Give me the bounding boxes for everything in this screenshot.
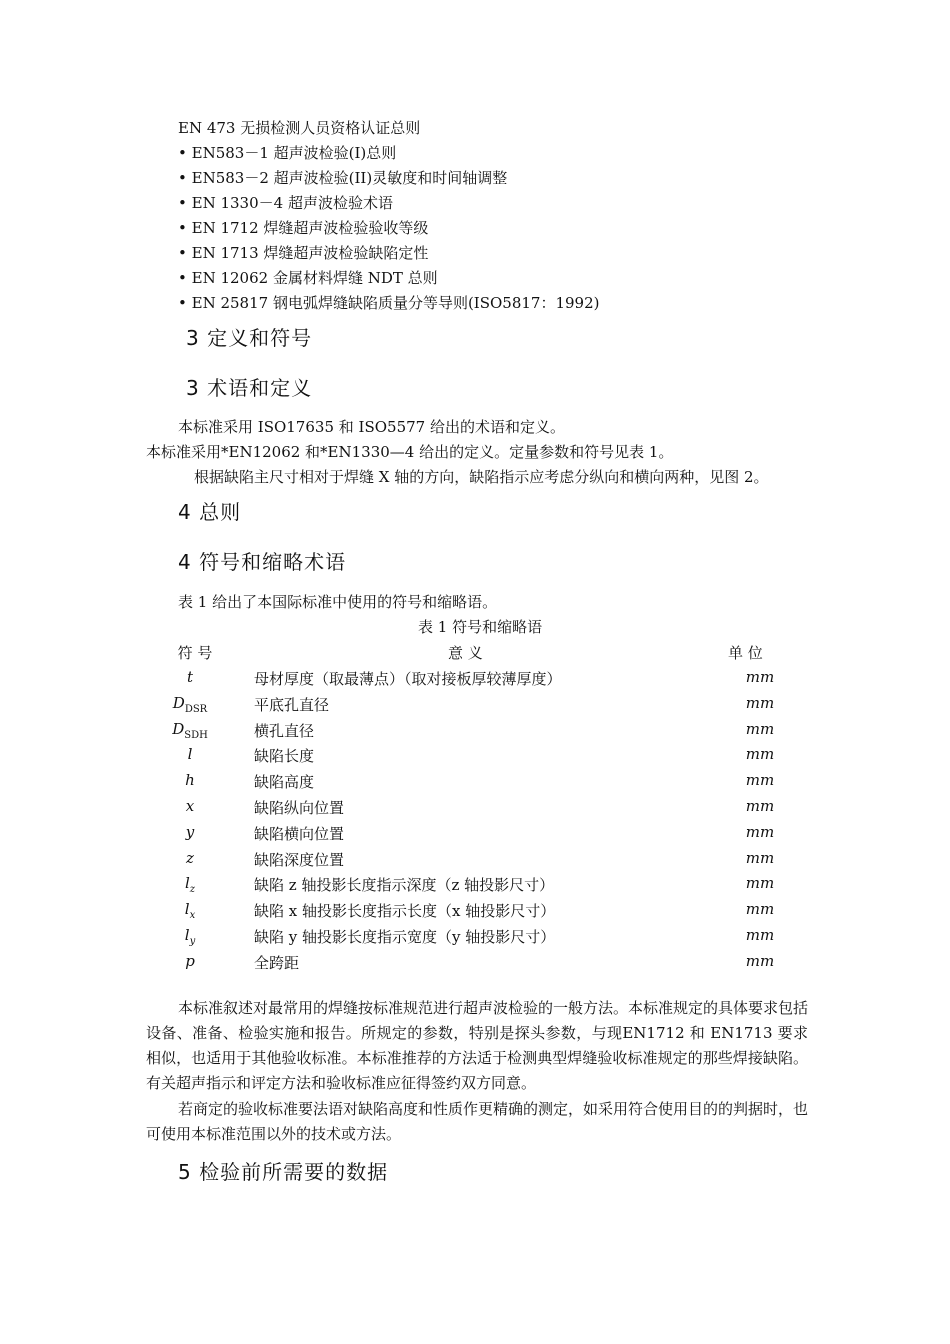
ref-item: • EN 1330－4 超声波检验术语 [178,194,393,212]
table-intro: 表 1 给出了本国际标准中使用的符号和缩略语。 [178,593,498,611]
table-cell-symbol: y [185,823,195,841]
table-header-meaning: 意 义 [448,644,483,662]
table-header-unit: 单 位 [728,644,763,662]
table-cell-symbol: $l_z$ [184,874,196,895]
section-heading: 4 符号和缩略术语 [178,550,347,574]
table-cell-meaning: 缺陷 x 轴投影长度指示长度（x 轴投影尺寸） [254,902,556,920]
table-cell-unit: mm [745,668,775,686]
table-cell-unit: mm [745,926,775,944]
table-cell-meaning: 横孔直径 [254,722,315,740]
table-cell-symbol: x [185,797,195,815]
table-cell-unit: mm [745,952,775,970]
table-cell-meaning: 缺陷 z 轴投影长度指示深度（z 轴投影尺寸） [254,876,555,894]
table-cell-unit: mm [745,900,775,918]
paragraph: 根据缺陷主尺寸相对于焊缝 X 轴的方向，缺陷指示应考虑分纵向和横向两种，见图 2。 [194,468,769,486]
table-cell-unit: mm [745,694,775,712]
table-cell-unit: mm [745,874,775,892]
table-cell-meaning: 缺陷纵向位置 [254,799,345,817]
table-cell-symbol: $l_x$ [184,900,196,921]
ref-item: • EN 1712 焊缝超声波检验验收等级 [178,219,429,237]
table-cell-meaning: 缺陷深度位置 [254,851,345,869]
section-heading: 5 检验前所需要的数据 [178,1160,389,1184]
table-cell-unit: mm [745,823,775,841]
table-cell-meaning: 全跨距 [254,954,300,972]
table-cell-symbol: h [185,771,195,789]
ref-item: • EN 12062 金属材料焊缝 NDT 总则 [178,269,438,287]
table-cell-meaning: 平底孔直径 [254,696,330,714]
paragraph: 本标准采用*EN12062 和*EN1330—4 给出的定义。定量参数和符号见表 1。 [146,443,674,461]
table-cell-symbol: $D_{SDH}$ [172,720,208,741]
ref-item: • EN583－2 超声波检验(II)灵敏度和时间轴调整 [178,169,508,187]
table-cell-symbol: t [186,668,194,686]
table-cell-symbol: $D_{DSR}$ [172,694,208,715]
ref-item: • EN 1713 焊缝超声波检验缺陷定性 [178,244,429,262]
table-cell-symbol: p [185,952,195,970]
table-cell-symbol: $l_y$ [184,926,196,947]
table-header-symbol: 符 号 [177,644,213,662]
ref-item: EN 473 无损检测人员资格认证总则 [178,119,421,137]
paragraph: 本标准叙述对最常用的焊缝按标准规范进行超声波检验的一般方法。本标准规定的具体要求包括设备、准备、检验实施和报告。所规定的参数，特别是探头参数，与现EN1712 和 EN1713 要求相似，也适用于其他验收标准。本标准推荐的方法适于检测典型焊缝验收标准规定的那些焊接缺陷。有关超声指示和评定方法和验收标准应征得签约双方同意。 [146,999,809,1092]
table-cell-symbol: z [186,849,194,867]
section-heading: 3 术语和定义 [186,376,313,400]
table-cell-unit: mm [745,745,775,763]
table-cell-unit: mm [745,849,775,867]
ref-item: • EN 25817 钢电弧焊缝缺陷质量分等导则(ISO5817：1992) [178,294,600,312]
table-cell-meaning: 缺陷 y 轴投影长度指示宽度（y 轴投影尺寸） [254,928,556,946]
table-cell-meaning: 缺陷长度 [254,747,315,765]
table-cell-unit: mm [745,720,775,738]
paragraph: 若商定的验收标准要法语对缺陷高度和性质作更精确的测定，如采用符合使用目的的判据时，也可使用本标准范围以外的技术或方法。 [146,1100,809,1143]
table-cell-meaning: 母材厚度（取最薄点）（取对接板厚较薄厚度） [254,670,562,688]
table-cell-symbol: l [187,745,193,763]
table-cell-unit: mm [745,771,775,789]
section-heading: 3 定义和符号 [186,326,313,350]
section-heading: 4 总则 [178,500,242,524]
table-cell-unit: mm [745,797,775,815]
ref-item: • EN583－1 超声波检验(I)总则 [178,144,397,162]
table-cell-meaning: 缺陷高度 [254,773,315,791]
table-cell-meaning: 缺陷横向位置 [254,825,345,843]
table-caption: 表 1 符号和缩略语 [418,618,543,636]
paragraph: 本标准采用 ISO17635 和 ISO5577 给出的术语和定义。 [178,418,565,436]
